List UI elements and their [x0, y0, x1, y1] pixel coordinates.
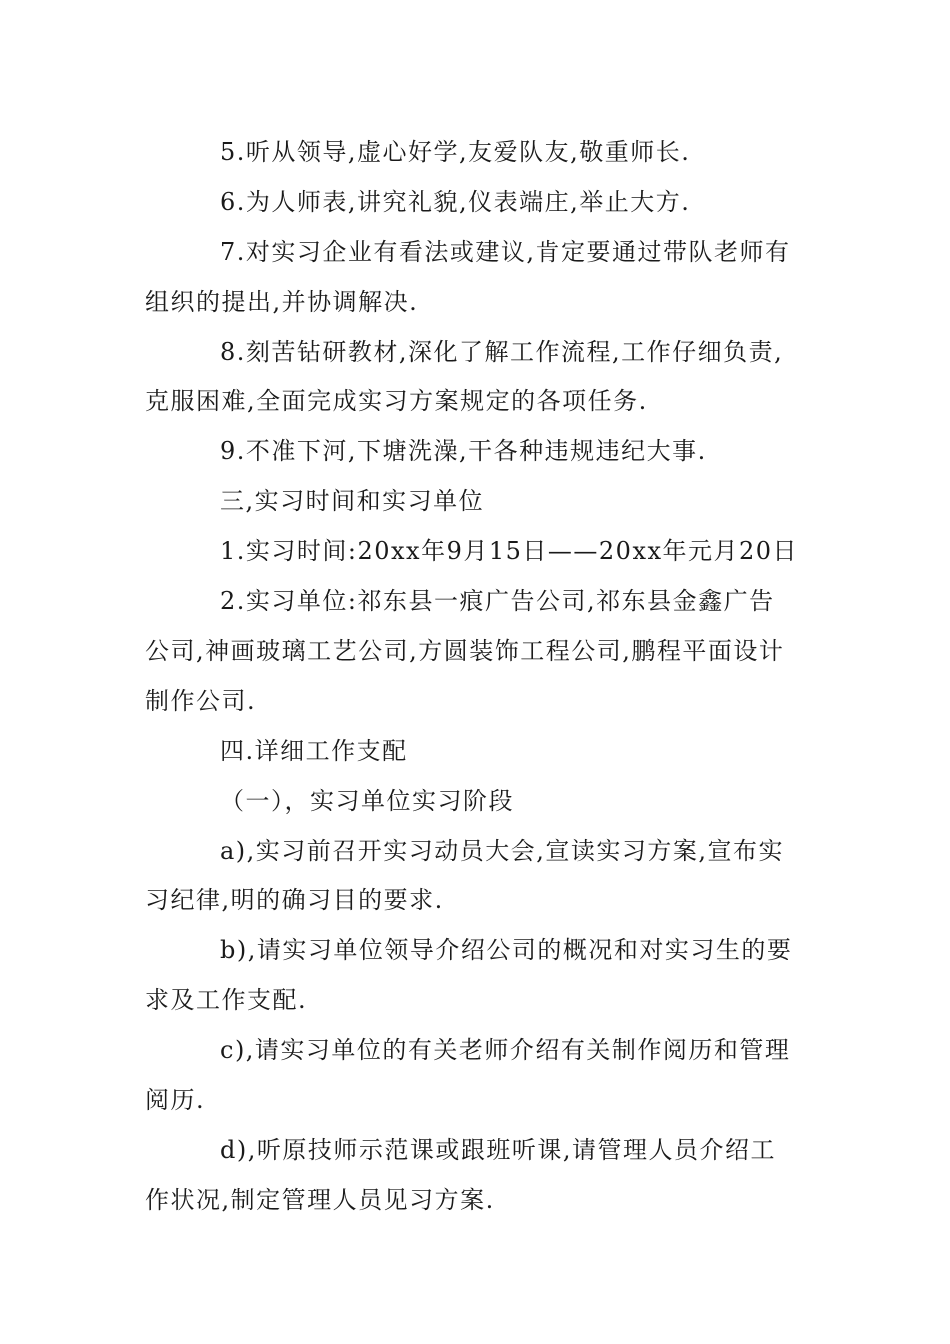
rule-item-7: 7.对实习企业有看法或建议,肯定要通过带队老师有 — [220, 238, 791, 266]
internship-units-continued-1: 公司,神画玻璃工艺公司,方圆装饰工程公司,鹏程平面设计 — [145, 637, 785, 665]
rule-item-8: 8.刻苦钻研教材,深化了解工作流程,工作仔细负责, — [220, 338, 784, 366]
step-c-continued: 阅历. — [145, 1086, 206, 1114]
step-b: b),请实习单位领导介绍公司的概况和对实习生的要 — [220, 936, 793, 964]
step-d: d),听原技师示范课或跟班听课,请管理人员介绍工 — [220, 1136, 776, 1164]
rule-item-7-continued: 组织的提出,并协调解决. — [145, 288, 419, 316]
step-b-continued: 求及工作支配. — [145, 986, 308, 1014]
step-c: c),请实习单位的有关老师介绍有关制作阅历和管理 — [220, 1036, 791, 1064]
rule-item-6: 6.为人师表,讲究礼貌,仪表端庄,举止大方. — [220, 188, 691, 216]
subsection-heading-1: （一），实习单位实习阶段 — [220, 787, 514, 815]
rule-item-8-continued: 克服困难,全面完成实习方案规定的各项任务. — [145, 387, 648, 415]
internship-period: 1.实习时间:20xx年9月15日——20xx年元月20日 — [220, 537, 799, 565]
section-heading-3: 三,实习时间和实习单位 — [220, 487, 485, 515]
section-heading-4: 四.详细工作支配 — [220, 737, 408, 765]
step-a-continued: 习纪律,明的确习目的要求. — [145, 886, 444, 914]
internship-units-continued-2: 制作公司. — [145, 687, 257, 715]
rule-item-5: 5.听从领导,虚心好学,友爱队友,敬重师长. — [220, 138, 691, 166]
internship-units: 2.实习单位:祁东县一痕广告公司,祁东县金鑫广告 — [220, 587, 775, 615]
step-d-continued: 作状况,制定管理人员见习方案. — [145, 1186, 495, 1214]
rule-item-9: 9.不准下河,下塘洗澡,干各种违规违纪大事. — [220, 437, 707, 465]
step-a: a),实习前召开实习动员大会,宣读实习方案,宣布实 — [220, 837, 785, 865]
